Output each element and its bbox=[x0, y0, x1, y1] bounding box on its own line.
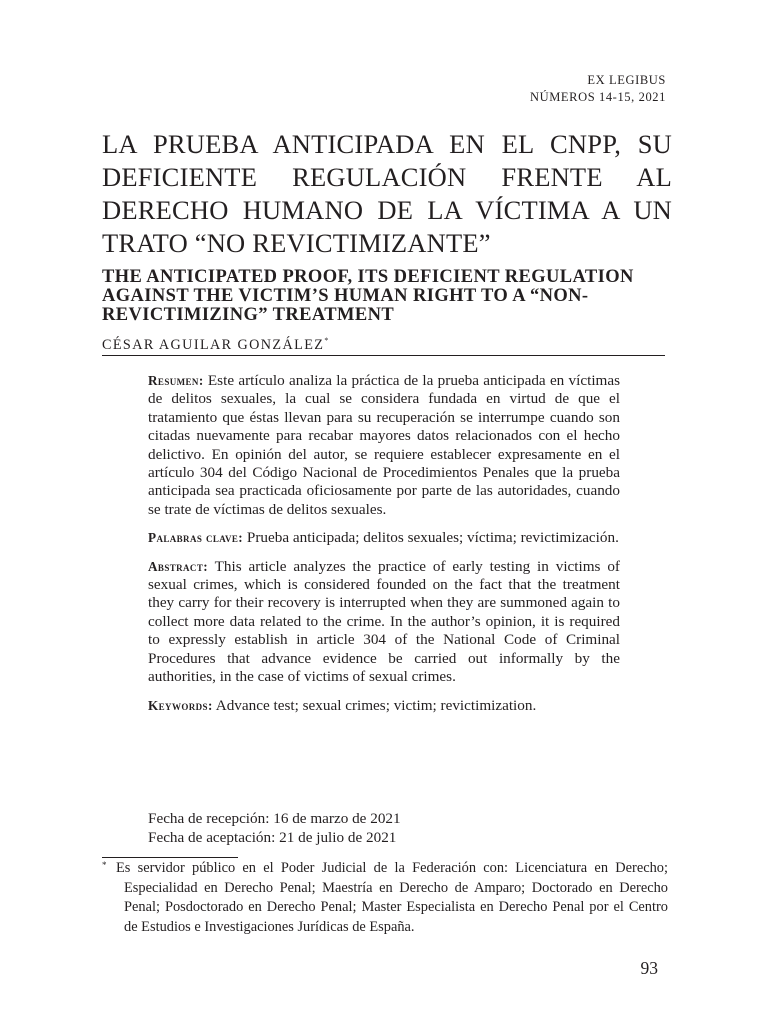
author-name: CÉSAR AGUILAR GONZÁLEZ bbox=[102, 337, 325, 353]
palabras-clave-label: Palabras clave: bbox=[148, 530, 244, 546]
accepted-date: Fecha de aceptación: 21 de julio de 2021 bbox=[148, 829, 397, 846]
keywords-text: Advance test; sexual crimes; victim; revictimization. bbox=[215, 696, 537, 714]
footnote-text: Es servidor público en el Poder Judicial de la Federación con: Licenciatura en Derecho; Especialidad en Derecho Penal; Maestría en Derecho de Amparo; Doctorado en Derecho Penal; Posdoctorado en Derecho Penal; Master Especialista en Derecho Penal por el Centro de Estudios e Investigaciones Jurídicas de España. bbox=[116, 860, 668, 935]
title-divider bbox=[102, 355, 665, 356]
received-date: Fecha de recepción: 16 de marzo de 2021 bbox=[148, 810, 401, 827]
article-title-es: LA PRUEBA ANTICIPADA EN EL CNPP, SU DEFICIENTE REGULACIÓN FRENTE AL DERECHO HUMANO DE LA VÍCTIMA A UN TRATO “NO REVICTIMIZANTE” bbox=[102, 129, 672, 258]
abstract-block bbox=[148, 372, 620, 725]
author-footnote-mark[interactable]: * bbox=[324, 336, 329, 345]
resumen-paragraph bbox=[148, 372, 620, 519]
author-footnote bbox=[102, 859, 668, 937]
author-line bbox=[102, 331, 328, 355]
article-title-en: THE ANTICIPATED PROOF, ITS DEFICIENT REGULATION AGAINST THE VICTIM’S HUMAN RIGHT TO A “NON-REVICTIMIZING” TREATMENT bbox=[102, 267, 634, 325]
abstract-paragraph bbox=[148, 558, 620, 687]
resumen-label: Resumen: bbox=[148, 373, 204, 388]
footnote-mark: * bbox=[102, 860, 107, 870]
palabras-clave-paragraph bbox=[148, 529, 620, 547]
submission-dates bbox=[148, 809, 401, 847]
journal-issue: NÚMEROS 14-15, 2021 bbox=[529, 90, 666, 104]
keywords-label: Keywords: bbox=[148, 697, 213, 713]
palabras-clave-text: Prueba anticipada; delitos sexuales; víctima; revictimización. bbox=[246, 529, 619, 547]
resumen-text: Este artículo analiza la práctica de la prueba anticipada en víctimas de delitos sexuales, la cual se considera fundada en virtud de que el tratamiento que éstas llevan para su recuperación se interrumpe cuando son citadas nuevamente para recabar mayores datos relacionados con el hecho delictivo. En opinión del autor, se requiere establecer expresamente en el artículo 304 del Código Nacional de Procedimientos Penales que la prueba anticipada sea practicada oficiosamente por parte de las autoridades, cuando se trate de víctimas de delitos sexuales. bbox=[148, 372, 621, 518]
running-header bbox=[530, 72, 666, 106]
page-number: 93 bbox=[640, 958, 658, 978]
keywords-paragraph bbox=[148, 697, 620, 715]
journal-name: EX LEGIBUS bbox=[587, 73, 666, 87]
abstract-label: Abstract: bbox=[148, 558, 209, 574]
footnote-divider bbox=[102, 857, 238, 858]
abstract-text: This article analyzes the practice of early testing in victims of sexual crimes, which is considered founded on the fact that the treatment they carry for their recovery is interrupted when they are summoned again to collect more data related to the crime. In the author’s opinion, it is required to expressly establish in article 304 of the National Code of Criminal Procedures that advance evidence be carried out informally by the authorities, in the case of victims of sexual crimes. bbox=[148, 557, 620, 686]
